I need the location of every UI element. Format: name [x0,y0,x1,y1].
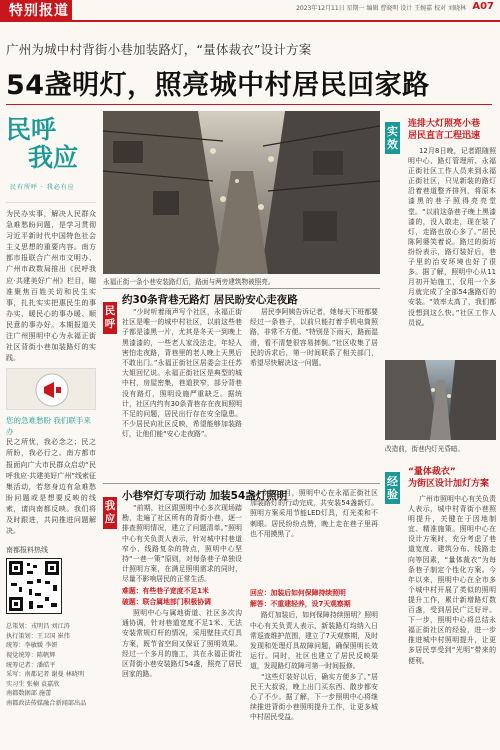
section-3-para-2: “这些灯装好以后，确实方便多了。”居民王大叔说，晚上出门买东西、散步都安心了不少。据了解，下一步照明中心将继续推进背街小巷照明提升工作，让更多城中村居民受益。 [250,672,378,722]
qr-title: 南都报料热线 [6,546,48,555]
section-label: 特别报道 [0,0,72,22]
column-logo [6,108,96,203]
section-1-body-col2 [250,307,378,497]
megaphone-icon [35,373,69,407]
right-photo [385,360,496,440]
sidebar-section-body: 民之所忧，我必念之；民之所盼，我必行之。南方都市报面向广大市民群众启动“民呼我应·共建美好广州”线索征集活动，若您身边有急难愁盼问题或是想要反映的线索，请向南都反映。我们将及时跟进，共同推进问题解决。 [6,438,96,536]
street-photo-illustration [385,360,496,440]
section-2-body-col2 [250,488,378,584]
headline-rule [6,104,492,105]
article-headline: 54盏明灯，照亮城中村居民回家路 [6,70,430,101]
sidebar-credits: 总策划：戎明昌 刘江涛 执行策划：王卫国 崔伟 统筹：李敏媛 李妍 视觉统筹：陈帆辉 统筹记者：潘皓平 采写：南都记者 谢曼 林晓明 实习生 张楠 袁嘉欣 南都数据部 施蕾 南都政法传媒融合新闻部出品 [6,623,87,707]
right-title-2: “量体裁衣” 为街区设计加灯方案 [408,467,490,489]
logo-line1: 民呼 [6,115,57,144]
tag-minhu: 民呼 [103,302,117,334]
header-meta: 2023年12月11日 星期一 编辑 曹晓明 设计 王婉嘉 校对 刘晓林 [296,5,466,12]
section-1-para-2: 居民李阿姨告诉记者，她每天下班都要经过一条巷子，以前只能打着手机电筒照路，非常不方便。“特别是下雨天，路面湿滑，看不清楚很容易摔倒。”社区收集了居民的诉求后，第一时间联系了相关部门，希望尽快解决这一问题。 [250,308,378,368]
section-3-sub2: 解答：不重建轻养，设7天观察期 [250,600,351,609]
page-header [0,0,500,22]
qr-code-icon [7,559,61,613]
logo-line2: 我应 [28,143,79,172]
right-para-1: 12月8日晚，记者跟随照明中心、路灯管理所、永福正街社区工作人员来到永福正街社区，只见新装的路灯沿着巷道整齐排列，将原本漆黑的巷子照得亮亮堂堂。“以前这条巷子晚上黑漆漆的，没人敢走，现在装了灯，走路也放心多了。”居民陈阿婆笑着说。路过的街坊纷纷表示，路灯装好后，巷子里的治安环境也好了很多。据了解，照明中心从11月初开始施工，仅用一个多月就完成了全部54盏路灯的安装。“效率太高了，我们都没想到这么快。”社区工作人员说。 [408,147,496,327]
section-2-body [122,503,242,743]
section-1-para: “少时听着雨声写个社区，永福正街社区是唯一的城中村社区，以前这些巷子都是漆黑一片，尤其是冬天一到晚上黑漆漆的，一些老人家没法走，年轻人害怕走夜路，背巷里的老人晚上天黑后不敢出门。”永福正街社区居委会主任苏大姐回忆说。永福正街社区是典型的城中村，房屋密集，巷道狭窄，部分背巷没有路灯，照明设施严重缺乏。据统计，社区内约有30条背巷存在夜间照明不足的问题，居民出行存在安全隐患。不少居民向社区反映，希望能够加装路灯，让他们能“安心走夜路”。 [122,308,242,439]
section-2-para-3: 今年11月，照明中心在永福正街社区加装路灯的行动完成，共安装54盏新灯。照明方案采用节能LED灯具，灯光柔和不刺眼。居民纷纷点赞，晚上走在巷子里再也不用摸黑了。 [250,489,378,538]
sidebar-intro: 为民办实事，解决人民群众急难愁盼问题，是学习贯彻习近平新时代中国特色社会主义思想的重要内容。南方都市报联合广州市文明办、广州市政数局推出《民呼我应·共建美好广州》栏目，瞄准聚焦百姓关切和民生实事，扎扎实实把惠民生的事办实、暖民心的事办暖、顺民意的事办好。本期报道关注广州照明中心为永福正街社区背街小巷加装路灯的实践。 [6,210,96,363]
section-1-body [122,307,242,497]
tag-shixiao: 实效 [385,122,400,154]
section-3-body [250,587,378,743]
qr-code[interactable] [6,558,62,614]
logo-sub: 民有所呼 · 我必有应 [10,184,75,191]
section-head-2: 小巷窄灯专项行动 加装54盏灯照明 [122,490,288,502]
article-kicker: 广州为城中村背街小巷加装路灯，“量体裁衣”设计方案 [6,42,312,57]
header-rule [72,20,500,22]
right-para-2: 广州市照明中心有关负责人表示，城中村背街小巷照明提升，关键在于因地制宜、精准施策。照明中心在设计方案时，充分考虑了巷道宽度、建筑分布、线路走向等因素，“量体裁衣”为每条巷子制定个性化方案。今年以来，照明中心在全市多个城中村开展了类似的照明提升工作，累计新增路灯数百盏，受到居民广泛好评。下一步，照明中心将总结永福正街社区的经验，进一步推进城中村照明提升，让更多居民享受到“光明”带来的便利。 [408,495,496,665]
section-2-para-2: 照明中心与属地街道、社区多次沟通协调，针对巷道宽度不足1米、无法安装常规灯杆的情况，采用壁挂式灯具方案，既节省空间又保证了照明效果。经过一个多月的施工，共在永福正街社区背街小巷安装路灯54盏，照亮了居民回家的路。 [122,609,242,679]
section-rule-2 [103,483,380,484]
right-body-1 [408,146,496,356]
right-photo-caption: 改造前，街巷内灯光昏暗。 [385,445,465,453]
right-body-2 [408,494,496,744]
main-photo [103,111,380,274]
section-2-para: “前期，社区跟照明中心多次现场踏勘，走遍了社区所有的背街小巷，逐一排查照明情况，建立了问题清单。”照明中心有关负责人表示，针对城中村巷道窄小、线路复杂的特点，照明中心坚持“一巷一策”原则，对每条巷子单独设计照明方案，在满足照明需求的同时，尽量不影响居民的正常生活。 [122,504,242,584]
section-rule-1 [103,288,380,289]
main-photo-caption: 永福正街一条小巷安装路灯后，路面与两旁建筑物被照亮。 [103,278,275,286]
section-2-sub2: 破题：联合属地部门积极协调 [122,597,211,606]
tag-woying: 我应 [103,497,117,529]
sidebar [6,108,96,742]
alley-photo-illustration [103,111,380,274]
section-2-sub1: 难题：有些巷子宽度不足1米 [122,586,209,595]
tag-jingyan: 经验 [385,472,400,504]
sidebar-section-title: 您的急难愁盼 我们联手来办 [6,416,91,437]
megaphone-illustration [6,368,96,410]
page-number: A07 [472,1,494,12]
section-3-para: 路灯加装后，如何保障持续照明？照明中心有关负责人表示，新装路灯均纳入日常巡查维护范围，建立了7天观察期，及时发现和处理灯具故障问题，确保照明长效运行。同时，社区也建立了居民反映渠道，发现路灯故障可第一时间报修。 [250,611,378,671]
section-3-sub1: 回应：加装后如何保障持续照明 [250,589,346,597]
right-title-1: 连排大灯照亮小巷 居民直言工程迅速 [408,119,481,141]
section-head-1: 约30条背巷无路灯 居民盼安心走夜路 [122,294,298,306]
